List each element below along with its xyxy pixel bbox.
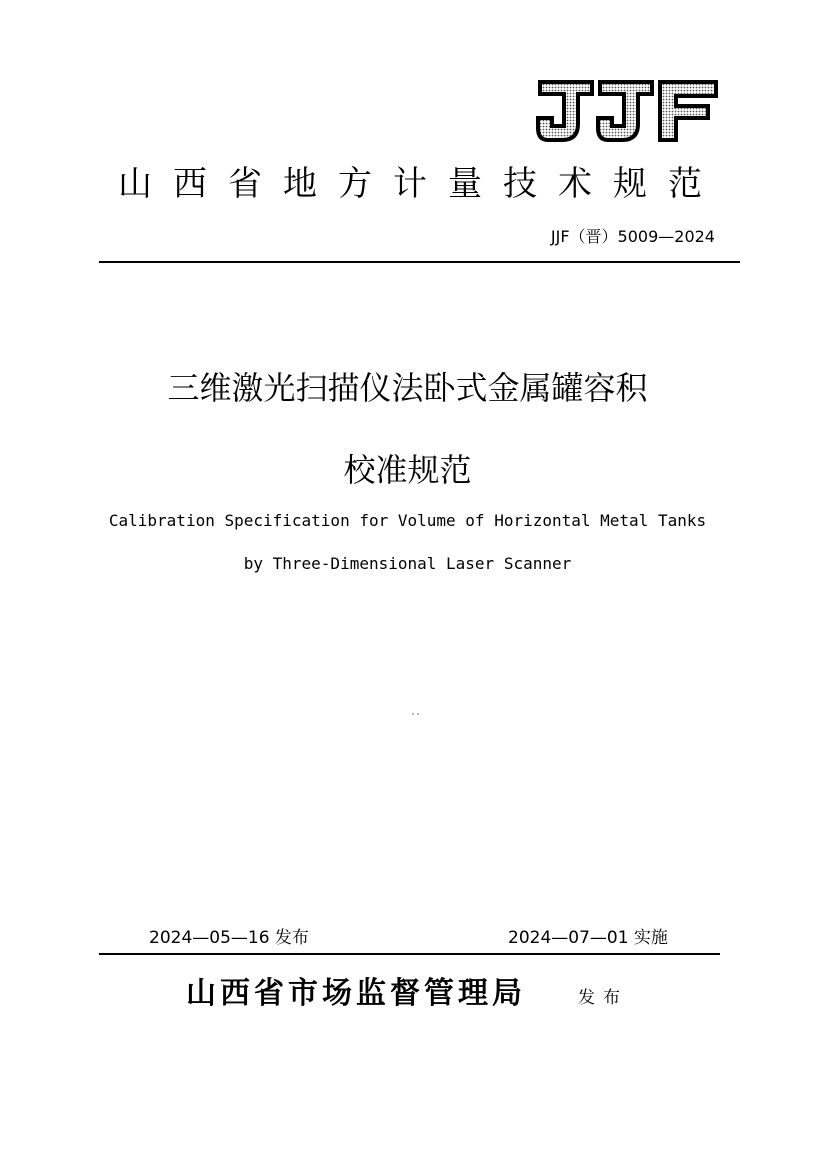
effective-date: 2024—07—01 实施	[508, 928, 668, 948]
document-number: JJF（晋）5009—2024	[550, 227, 715, 246]
logo-letter-j1	[538, 82, 592, 140]
header-divider	[99, 261, 740, 263]
title-chinese-line-2: 校准规范	[343, 451, 472, 489]
publish-label: 发布	[578, 988, 628, 1008]
authority-title: 山西省地方计量技术规范	[118, 164, 723, 204]
title-english-line-1: Calibration Specification for Volume of Horizontal Metal Tanks	[108, 511, 707, 530]
logo-letter-f	[660, 82, 716, 140]
title-chinese-line-1: 三维激光扫描仪法卧式金属罐容积	[167, 369, 648, 407]
issue-date: 2024—05—16 发布	[149, 928, 309, 948]
center-dot-mark	[410, 702, 422, 714]
jjf-logo	[536, 80, 718, 142]
title-english-line-2: by Three-Dimensional Laser Scanner	[243, 554, 572, 573]
footer-divider	[99, 953, 720, 955]
publisher-name: 山西省市场监督管理局	[186, 976, 526, 1011]
logo-letter-j2	[598, 82, 652, 140]
